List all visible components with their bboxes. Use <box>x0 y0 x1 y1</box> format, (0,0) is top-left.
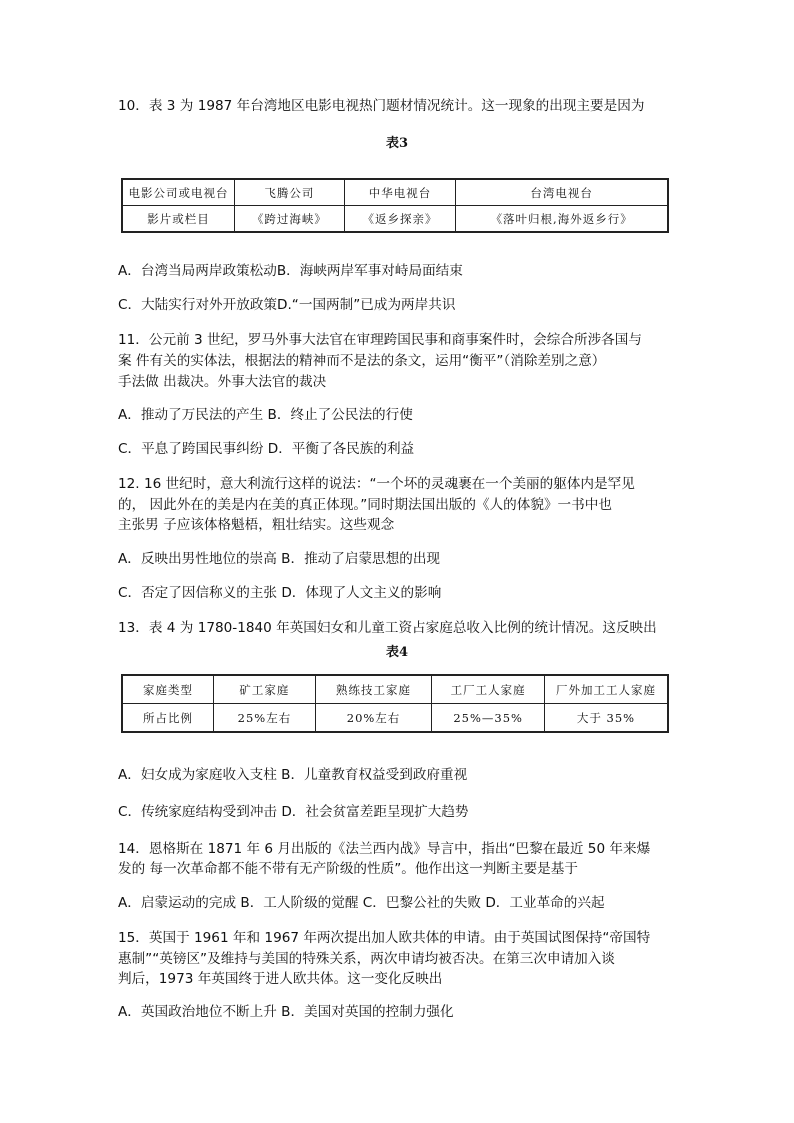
question-11-stem-line: 11．公元前 3 世纪，罗马外事大法官在审理跨国民事和商事案件时，会综合所涉各国与 <box>118 332 642 348</box>
question-10-option-line: C．大陆实行对外开放政策D.“一国两制”已成为两岸共识 <box>118 297 456 313</box>
table-3 <box>121 178 669 233</box>
question-12-option-line: A．反映出男性地位的崇高 B．推动了启蒙思想的出现 <box>118 551 441 567</box>
question-13-option-line: C．传统家庭结构受到冲击 D．社会贫富差距呈现扩大趋势 <box>118 804 469 820</box>
table-4 <box>121 674 669 733</box>
table-3-header-row <box>122 179 668 206</box>
table-4-caption: 表4 <box>385 645 409 660</box>
question-14-stem-line: 发的 每一次革命都不能不带有无产阶级的性质”。他作出这一判断主要是基于 <box>118 861 578 877</box>
question-15-stem-line: 惠制”“英镑区”及维持与美国的特殊关系，两次申请均被否决。在第三次申请加入谈 <box>118 951 615 967</box>
table-cell: 中华电视台 <box>344 179 456 206</box>
question-12-stem-line: 12. 16 世纪时，意大利流行这样的说法：“一个坏的灵魂裹在一个美丽的躯体内是罕见 <box>118 476 635 492</box>
table-cell: 大于 35% <box>544 704 668 733</box>
table-cell: 矿工家庭 <box>214 675 316 704</box>
table-cell: 《跨过海峡》 <box>235 206 345 233</box>
question-15-option-line: A．英国政治地位不断上升 B．美国对英国的控制力强化 <box>118 1004 454 1020</box>
table-4-data-row <box>122 704 668 733</box>
table-cell: 《返乡探亲》 <box>344 206 456 233</box>
table-4-header-row <box>122 675 668 704</box>
question-15-stem-line: 判后，1973 年英国终于进人欧共体。这一变化反映出 <box>118 971 443 987</box>
question-12-stem-line: 的， 因此外在的美是内在美的真正体现。”同时期法国出版的《人的体貌》一书中也 <box>118 497 612 513</box>
question-11-option-line: A．推动了万民法的产生 B．终止了公民法的行使 <box>118 407 413 423</box>
table-3-data-row <box>122 206 668 233</box>
question-11-option-line: C．平息了跨国民事纠纷 D．平衡了各民族的利益 <box>118 441 415 457</box>
question-15-stem-line: 15．英国于 1961 年和 1967 年两次提出加人欧共体的申请。由于英国试图保持“帝国特 <box>118 930 651 946</box>
question-13-option-line: A．妇女成为家庭收入支柱 B．儿童教育权益受到政府重视 <box>118 767 468 783</box>
question-10-option-line: A．台湾当局两岸政策松动B．海峡两岸军事对峙局面结束 <box>118 263 463 279</box>
table-cell: 家庭类型 <box>122 675 214 704</box>
question-14-option-line: A．启蒙运动的完成 B．工人阶级的觉醒 C．巴黎公社的失败 D．工业革命的兴起 <box>118 895 605 911</box>
table-3-caption: 表3 <box>385 136 409 151</box>
table-cell: 所占比例 <box>122 704 214 733</box>
table-cell: 熟练技工家庭 <box>315 675 432 704</box>
table-cell: 20%左右 <box>315 704 432 733</box>
question-12-stem-line: 主张男 子应该体格魁梧，粗壮结实。这些观念 <box>118 517 395 533</box>
table-cell: 25%—35% <box>432 704 545 733</box>
question-14-stem-line: 14．恩格斯在 1871 年 6 月出版的《法兰西内战》导言中，指出“巴黎在最近 50 年来爆 <box>118 841 651 857</box>
question-12-option-line: C．否定了因信称义的主张 D．体现了人文主义的影响 <box>118 585 442 601</box>
question-11-stem-line: 手法做 出裁决。外事大法官的裁决 <box>118 374 327 390</box>
table-cell: 《落叶归根,海外返乡行》 <box>456 206 668 233</box>
table-cell: 厂外加工工人家庭 <box>544 675 668 704</box>
table-cell: 影片或栏目 <box>122 206 235 233</box>
question-13-stem: 13．表 4 为 1780-1840 年英国妇女和儿童工资占家庭总收入比例的统计情况。这反映出 <box>118 620 657 636</box>
question-10-stem: 10．表 3 为 1987 年台湾地区电影电视热门题材情况统计。这一现象的出现主要是因为 <box>118 98 645 114</box>
table-cell: 飞腾公司 <box>235 179 345 206</box>
table-cell: 工厂工人家庭 <box>432 675 545 704</box>
question-11-stem-line: 案 件有关的实体法，根据法的精神而不是法的条文，运用“衡平”（消除差别之意） <box>118 353 606 369</box>
table-cell: 25%左右 <box>214 704 316 733</box>
table-cell: 电影公司或电视台 <box>122 179 235 206</box>
table-cell: 台湾电视台 <box>456 179 668 206</box>
